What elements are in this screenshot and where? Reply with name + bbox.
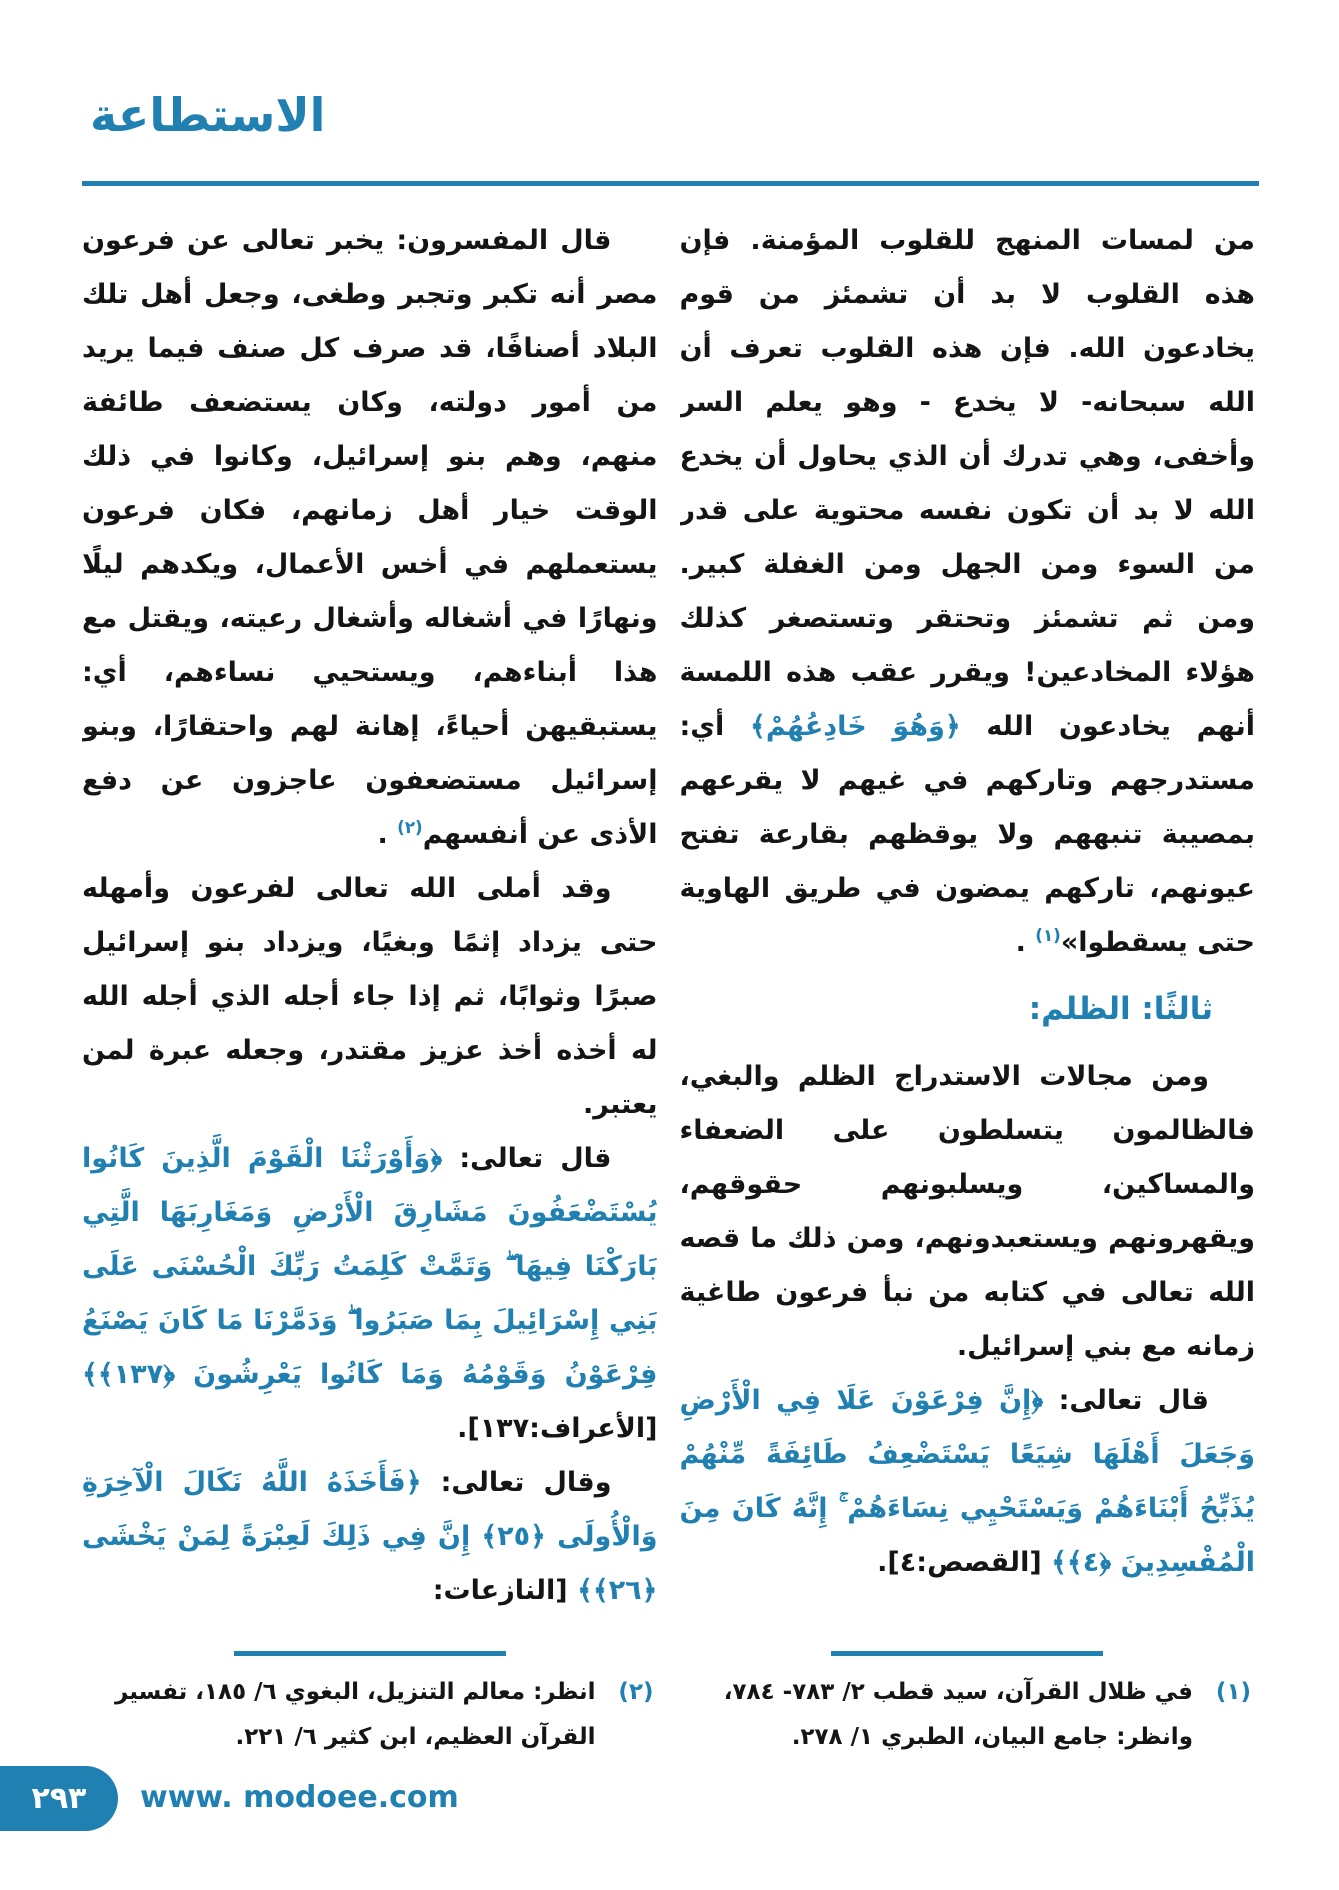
- quran-text: ﴿فَأَخَذَهُ اللَّهُ نَكَالَ الْآخِرَةِ وَالْأُولَى ﴿٢٥﴾ إِنَّ فِي ذَلِكَ لَعِبْرَةً لِمَنْ يَخْشَى ﴿٢٦﴾﴾: [82, 1467, 658, 1606]
- heading-text: ثالثًا: الظلم:: [1028, 991, 1213, 1027]
- footnote-separator: [831, 1651, 1103, 1656]
- footnote-row: [82, 1670, 658, 1760]
- footnote-right: [680, 1651, 1256, 1760]
- body-text: ومن مجالات الاستدراج الظلم والبغي، فالظالمون يتسلطون على الضعفاء والمساكين، ويسلبونهم حقوقهم، ويقهرونهم ويستعبدونهم، ومن ذلك ما قصه الله تعالى في كتابه من نبأ فرعون طاغية زمانه مع بني إسرائيل.: [679, 1061, 1255, 1362]
- paragraph-with-quran: [680, 214, 1256, 970]
- footnote-separator: [234, 1651, 506, 1656]
- page-number: ٢٩٣: [31, 1781, 87, 1816]
- quran-text: ﴿وَأَوْرَثْنَا الْقَوْمَ الَّذِينَ كَانُوا يُسْتَضْعَفُونَ مَشَارِقَ الْأَرْضِ وَمَغَارِبَهَا الَّتِي بَارَكْنَا فِيهَا ۖ وَتَمَّتْ كَلِمَتُ رَبِّكَ الْحُسْنَى عَلَى بَنِي إِسْرَائِيلَ بِمَا صَبَرُوا ۖ وَدَمَّرْنَا مَا كَانَ يَصْنَعُ فِرْعَوْنُ وَقَوْمُهُ وَمَا كَانُوا يَعْرِشُونَ ﴿١٣٧﴾﴾: [82, 1143, 658, 1390]
- footnote-row: [680, 1670, 1256, 1760]
- footnote-left: [82, 1651, 658, 1760]
- page-content: [82, 214, 1255, 1760]
- footnote-marker: (٢): [618, 1679, 654, 1705]
- page-number-badge: [0, 1766, 118, 1831]
- paragraph-with-quran: [82, 1132, 658, 1456]
- body-text: قال المفسرون: يخبر تعالى عن فرعون مصر أنه تكبر وتجبر وطغى، وجعل أهل تلك البلاد أصنافًا، قد صرف كل صنف فيما يريد من أمور دولته، وكان يستضعف طائفة منهم، وهم بنو إسرائيل، وكانوا في ذلك الوقت خيار أهل زمانهم، فكان فرعون يستعملهم في أخس الأعمال، ويكدهم ليلًا ونهارًا في أشغاله وأشغال رعيته، ويقتل مع هذا أبناءهم، ويستحيي نساءهم، أي: يستبقيهن أحياءً، إهانة لهم واحتقارًا، وبنو إسرائيل مستضعفون عاجزون عن دفع الأذى عن أنفسهم: [82, 225, 658, 850]
- body-text: .: [377, 819, 398, 850]
- body-text: من لمسات المنهج للقلوب المؤمنة. فإن هذه القلوب لا بد أن تشمئز من قوم يخادعون الله. فإن هذه القلوب تعرف أن الله سبحانه- لا يخدع - وهو يعلم السر وأخفى، وهي تدرك أن الذي يحاول أن يخدع الله لا بد أن تكون نفسه محتوية على قدر من السوء ومن الجهل ومن الغفلة كبير. ومن ثم تشمئز وتحتقر وتستصغر كذلك هؤلاء المخادعين! ويقرر عقب هذه اللمسة أنهم يخادعون الله: [679, 225, 1255, 742]
- column-right: [680, 214, 1256, 1760]
- body-text: قال تعالى:: [442, 1143, 612, 1174]
- section-heading: [680, 980, 1256, 1038]
- footnote-text: في ظلال القرآن، سيد قطب ٢/ ٧٨٣- ٧٨٤، وانظر: جامع البيان، الطبري ١/ ٢٧٨.: [723, 1679, 1193, 1750]
- page-title: الاستطاعة: [90, 88, 326, 142]
- footnote-marker: (١): [1215, 1679, 1251, 1705]
- footnote-ref: (٢): [397, 817, 423, 837]
- website-link[interactable]: www. modoee.com: [140, 1780, 459, 1815]
- column-left-body: [82, 214, 658, 1618]
- body-text: وقال تعالى:: [421, 1467, 612, 1498]
- body-text: قال تعالى:: [1043, 1385, 1209, 1416]
- paragraph: [82, 214, 658, 862]
- body-text: .: [1015, 927, 1036, 958]
- column-left: [82, 214, 658, 1760]
- header-rule: [82, 181, 1259, 186]
- paragraph: [680, 1050, 1256, 1374]
- body-text: [النازعات:: [432, 1575, 578, 1606]
- footnote-text: انظر: معالم التنزيل، البغوي ٦/ ١٨٥، تفسير القرآن العظيم، ابن كثير ٦/ ٢٢١.: [114, 1679, 596, 1750]
- body-text: [القصص:٤].: [877, 1547, 1052, 1578]
- paragraph-with-quran: [680, 1374, 1256, 1590]
- body-text: [الأعراف:١٣٧].: [457, 1413, 658, 1444]
- quran-text: ﴿إِنَّ فِرْعَوْنَ عَلَا فِي الْأَرْضِ وَجَعَلَ أَهْلَهَا شِيَعًا يَسْتَضْعِفُ طَائِفَةً مِّنْهُمْ يُذَبِّحُ أَبْنَاءَهُمْ وَيَسْتَحْيِي نِسَاءَهُمْ ۚ إِنَّهُ كَانَ مِنَ الْمُفْسِدِينَ ﴿٤﴾﴾: [679, 1385, 1255, 1578]
- quran-text: ﴿وَهُوَ خَادِعُهُمْ﴾: [750, 711, 961, 742]
- body-text: أي: مستدرجهم وتاركهم في غيهم لا يقرعهم بمصيبة تنبههم ولا يوقظهم بقارعة تفتح عيونهم، تاركهم يمضون في طريق الهاوية حتى يسقطوا»: [679, 711, 1255, 958]
- body-text: وقد أملى الله تعالى لفرعون وأمهله حتى يزداد إثمًا وبغيًا، ويزداد بنو إسرائيل صبرًا وثوابًا، ثم إذا جاء أجله الذي أجله الله له أخذه أخذ عزيز مقتدر، وجعله عبرة لمن يعتبر.: [82, 873, 658, 1120]
- paragraph-with-quran: [82, 1456, 658, 1618]
- paragraph: [82, 862, 658, 1132]
- footnote-ref: (١): [1035, 925, 1061, 945]
- column-right-body: [680, 214, 1256, 1590]
